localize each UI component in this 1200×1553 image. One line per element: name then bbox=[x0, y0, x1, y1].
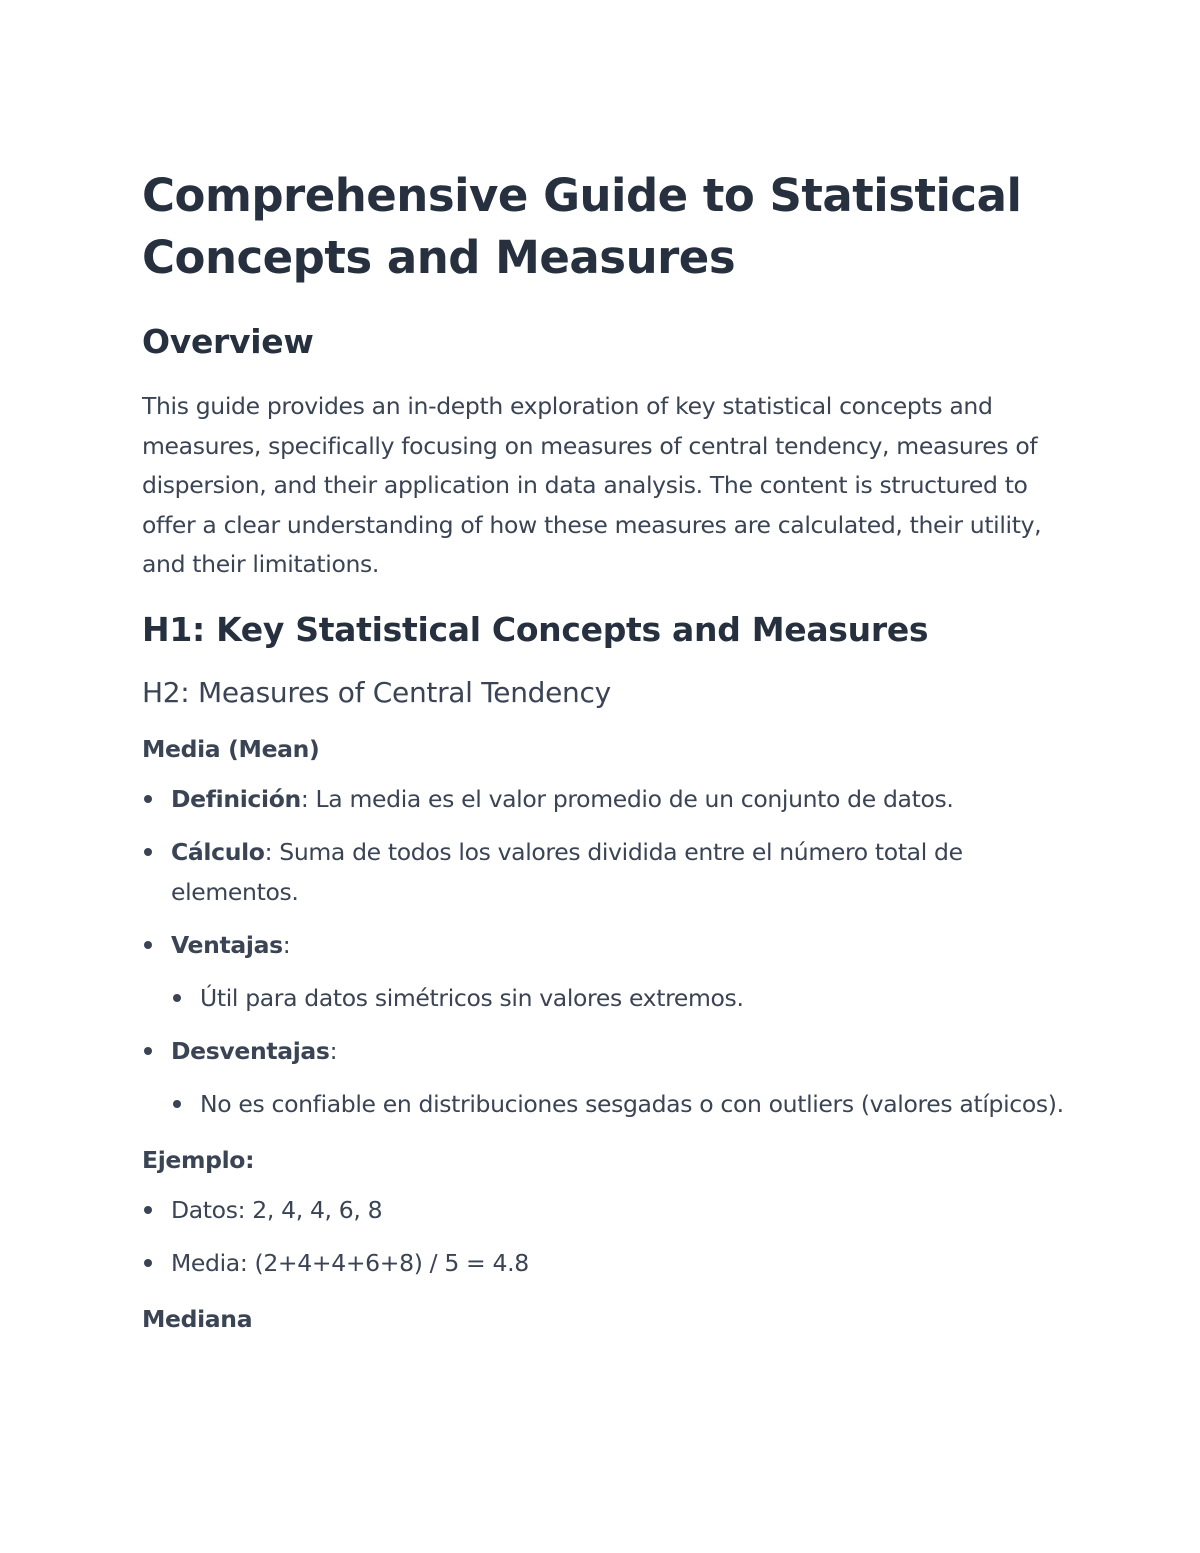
disadvantages-label: Desventajas bbox=[171, 1036, 330, 1065]
overview-heading: Overview bbox=[142, 322, 314, 361]
disadvantages-suffix: : bbox=[329, 1036, 338, 1065]
definition-label: Definición bbox=[171, 784, 301, 813]
list-item-disadvantages bbox=[142, 1031, 1072, 1071]
list-item-advantage bbox=[171, 978, 1072, 1018]
bullet-icon bbox=[144, 795, 152, 803]
mean-list bbox=[142, 779, 1072, 965]
bullet-icon bbox=[144, 1206, 152, 1214]
subsection-heading: H2: Measures of Central Tendency bbox=[142, 675, 611, 709]
disadvantages-sublist bbox=[171, 1084, 1072, 1124]
bullet-icon bbox=[173, 1100, 181, 1108]
list-item-example bbox=[142, 1190, 1072, 1230]
mean-heading: Media (Mean) bbox=[142, 734, 320, 763]
advantage-text: Útil para datos simétricos sin valores extremos. bbox=[200, 983, 744, 1012]
example-heading: Ejemplo: bbox=[142, 1145, 255, 1174]
bullet-icon bbox=[144, 1047, 152, 1055]
disadvantage-text: No es confiable en distribuciones sesgadas o con outliers (valores atípicos). bbox=[200, 1089, 1064, 1118]
bullet-icon bbox=[173, 994, 181, 1002]
bullet-icon bbox=[144, 941, 152, 949]
mean-list-continued bbox=[142, 1031, 1072, 1071]
advantages-suffix: : bbox=[282, 930, 291, 959]
overview-paragraph: This guide provides an in-depth exploration of key statistical concepts and measures, specifically focusing on measures of central tendency, measures of dispersion, and their application in data analysis. The content is structured to offer a clear understanding of how these measures are calculated, their utility, and their limitations. bbox=[142, 392, 1042, 578]
section-heading: H1: Key Statistical Concepts and Measures bbox=[142, 609, 929, 649]
document-content bbox=[142, 165, 1072, 1336]
document-title: Comprehensive Guide to Statistical Concepts and Measures bbox=[142, 169, 1022, 284]
list-item-example bbox=[142, 1243, 1072, 1283]
calculation-text: : Suma de todos los valores dividida entre el número total de elementos. bbox=[171, 837, 963, 906]
bullet-icon bbox=[144, 1259, 152, 1267]
definition-text: : La media es el valor promedio de un conjunto de datos. bbox=[300, 784, 954, 813]
bullet-icon bbox=[144, 848, 152, 856]
example-text: Media: (2+4+4+6+8) / 5 = 4.8 bbox=[171, 1248, 529, 1277]
list-item-definition bbox=[142, 779, 1072, 819]
median-heading: Mediana bbox=[142, 1304, 253, 1333]
example-text: Datos: 2, 4, 4, 6, 8 bbox=[171, 1195, 383, 1224]
list-item-calculation bbox=[142, 832, 1072, 912]
calculation-label: Cálculo bbox=[171, 837, 265, 866]
advantages-sublist bbox=[171, 978, 1072, 1018]
advantages-label: Ventajas bbox=[171, 930, 283, 959]
list-item-advantages bbox=[142, 925, 1072, 965]
example-list bbox=[142, 1190, 1072, 1283]
list-item-disadvantage bbox=[171, 1084, 1072, 1124]
